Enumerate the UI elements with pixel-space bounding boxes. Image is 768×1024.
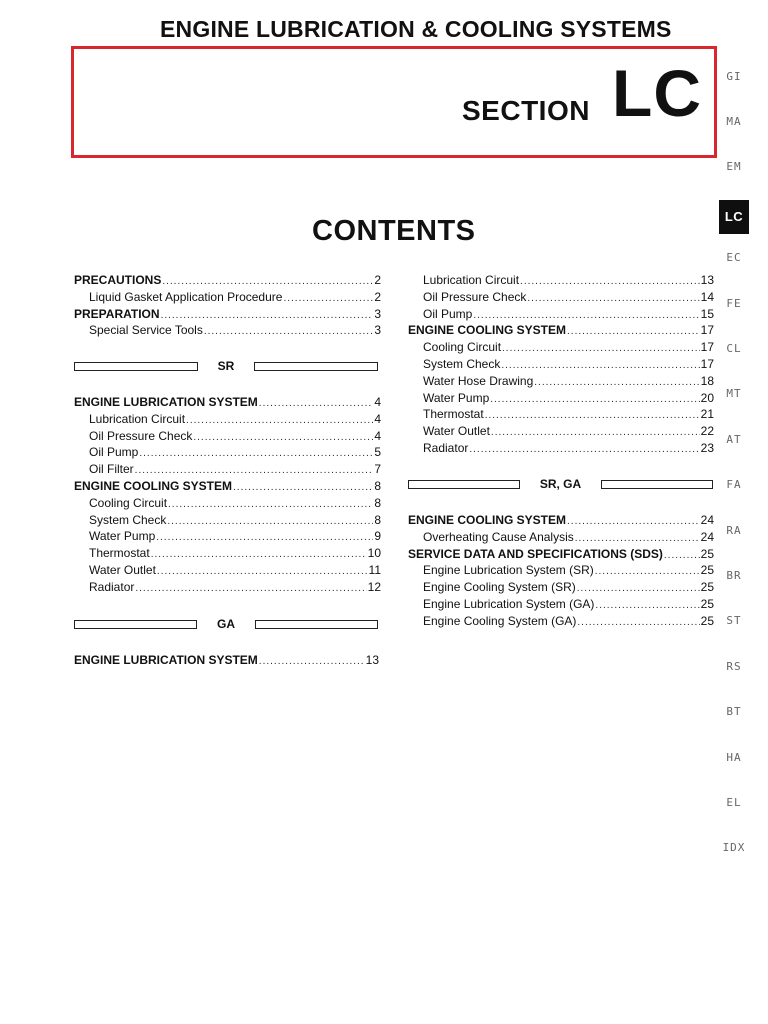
divider-sr [74, 359, 378, 373]
toc-entry[interactable] [408, 579, 714, 596]
toc-page-number: 8 [374, 478, 381, 493]
toc-page-number: 13 [700, 273, 714, 287]
divider-label: GA [217, 617, 235, 631]
dot-leader [567, 324, 700, 341]
dot-leader [135, 581, 366, 598]
dot-leader [259, 396, 374, 413]
dot-leader [534, 375, 699, 392]
dot-leader [139, 446, 373, 463]
section-tab-gi[interactable]: GI [726, 70, 742, 83]
toc-entry-title: Water Pump [89, 529, 156, 544]
section-tab-rs[interactable]: RS [726, 660, 742, 673]
section-code: LC [612, 56, 702, 130]
toc-page-number: 17 [700, 323, 714, 338]
toc-entry-title: Radiator [89, 579, 135, 594]
section-tab-el[interactable]: EL [726, 796, 742, 809]
toc-left-group-c [74, 652, 379, 669]
toc-section-entry[interactable] [408, 546, 714, 563]
section-tab-br[interactable]: BR [726, 569, 742, 582]
dot-leader [520, 274, 700, 291]
section-tab-fa[interactable]: FA [726, 478, 742, 491]
contents-heading: CONTENTS [312, 215, 476, 247]
dot-leader [469, 442, 699, 459]
toc-entry-title: ENGINE COOLING SYSTEM [408, 513, 567, 527]
toc-page-number: 17 [700, 340, 714, 355]
divider-sr-ga [408, 477, 713, 491]
toc-entry[interactable] [74, 562, 381, 579]
toc-entry-title: Water Pump [423, 390, 490, 405]
section-tab-ra[interactable]: RA [726, 524, 742, 537]
divider-ga [74, 617, 378, 631]
toc-page-number: 13 [365, 653, 379, 667]
toc-entry-title: Engine Cooling System (SR) [423, 580, 576, 595]
toc-entry-title: Oil Pump [89, 445, 139, 460]
toc-entry[interactable] [74, 444, 381, 461]
document-title: ENGINE LUBRICATION & COOLING SYSTEMS [160, 16, 672, 42]
toc-left-group-b [74, 394, 381, 596]
section-tab-fe[interactable]: FE [726, 297, 742, 310]
toc-right-group-a [408, 272, 714, 457]
section-tab-lc[interactable]: LC [719, 200, 749, 234]
dot-leader [157, 564, 368, 581]
toc-page-number: 18 [700, 373, 714, 388]
toc-entry[interactable] [408, 373, 714, 390]
toc-page-number: 24 [700, 513, 714, 527]
toc-page-number: 17 [700, 356, 714, 371]
toc-entry[interactable] [74, 545, 381, 562]
toc-page-number: 7 [374, 462, 381, 477]
toc-page-number: 22 [700, 424, 714, 439]
divider-bar-right [254, 362, 378, 371]
toc-entry-title: Cooling Circuit [423, 340, 502, 355]
toc-page-number: 4 [374, 411, 381, 426]
dot-leader [664, 548, 700, 565]
toc-page-number: 25 [700, 580, 714, 595]
toc-left-group-a [74, 272, 381, 339]
toc-entry[interactable] [408, 440, 714, 457]
toc-entry-title: ENGINE COOLING SYSTEM [74, 478, 233, 493]
toc-entry-title: Radiator [423, 440, 469, 455]
toc-page-number: 25 [700, 563, 714, 578]
toc-page-number: 14 [700, 289, 714, 304]
divider-bar-left [74, 620, 197, 629]
toc-entry-title: SERVICE DATA AND SPECIFICATIONS (SDS) [408, 546, 663, 561]
toc-entry[interactable] [74, 461, 381, 478]
toc-page-number: 25 [700, 546, 714, 561]
dot-leader [577, 581, 700, 598]
toc-entry[interactable] [408, 562, 714, 579]
divider-label: SR [217, 359, 235, 373]
toc-entry[interactable] [408, 596, 714, 613]
toc-entry-title: ENGINE LUBRICATION SYSTEM [74, 653, 258, 667]
section-tab-at[interactable]: AT [726, 433, 742, 446]
toc-section-entry[interactable] [408, 322, 714, 339]
toc-entry-title: Water Outlet [89, 562, 156, 577]
toc-section-entry[interactable] [74, 272, 381, 289]
toc-page-number: 2 [374, 273, 381, 287]
toc-page-number: 3 [374, 323, 381, 338]
toc-entry-title: Water Outlet [423, 424, 490, 439]
toc-page-number: 5 [374, 445, 381, 460]
toc-page-number: 11 [368, 562, 381, 577]
toc-entry[interactable] [408, 272, 714, 289]
section-tab-idx[interactable]: IDX [722, 841, 746, 854]
section-tab-cl[interactable]: CL [726, 342, 742, 355]
toc-entry[interactable] [74, 411, 381, 428]
dot-leader [491, 425, 700, 442]
toc-entry-title: Engine Lubrication System (GA) [423, 596, 595, 611]
toc-entry-title: Lubrication Circuit [423, 273, 520, 287]
dot-leader [527, 291, 699, 308]
toc-entry[interactable] [408, 306, 714, 323]
divider-bar-right [601, 480, 713, 489]
toc-entry[interactable] [408, 289, 714, 306]
toc-entry[interactable] [408, 356, 714, 373]
section-label: SECTION [462, 95, 590, 126]
toc-entry[interactable] [74, 289, 381, 306]
toc-entry[interactable] [408, 339, 714, 356]
toc-section-entry[interactable] [74, 652, 379, 669]
toc-entry-title: ENGINE COOLING SYSTEM [408, 323, 567, 338]
section-tab-em[interactable]: EM [726, 160, 742, 173]
section-tab-ha[interactable]: HA [726, 751, 742, 764]
dot-leader [595, 598, 699, 615]
section-tab-ec[interactable]: EC [726, 251, 742, 264]
toc-page-number: 8 [374, 495, 381, 510]
toc-entry-title: PRECAUTIONS [74, 273, 162, 287]
toc-entry-title: Engine Lubrication System (SR) [423, 563, 594, 578]
toc-entry-title: Oil Pressure Check [89, 428, 193, 443]
toc-page-number: 21 [700, 407, 714, 422]
toc-entry[interactable] [74, 322, 381, 339]
toc-entry-title: Lubrication Circuit [89, 411, 186, 426]
dot-leader [283, 291, 373, 308]
toc-entry-title: Thermostat [89, 546, 150, 561]
toc-entry-title: Liquid Gasket Application Procedure [89, 289, 283, 304]
toc-page-number: 15 [700, 306, 714, 321]
toc-entry-title: Oil Pressure Check [423, 289, 527, 304]
toc-entry[interactable] [74, 512, 381, 529]
toc-entry-title: System Check [89, 512, 167, 527]
toc-entry-title: Thermostat [423, 407, 484, 422]
toc-entry[interactable] [408, 613, 714, 630]
toc-page-number: 24 [700, 529, 714, 544]
dot-leader [156, 530, 373, 547]
dot-leader [259, 654, 365, 671]
toc-page-number: 4 [374, 395, 381, 409]
toc-page-number: 2 [374, 289, 381, 304]
toc-entry-title: Cooling Circuit [89, 495, 168, 510]
toc-page-number: 10 [367, 546, 381, 561]
divider-label: SR, GA [539, 477, 582, 491]
toc-page-number: 12 [367, 579, 381, 594]
section-tab-mt[interactable]: MT [726, 387, 742, 400]
toc-entry-title: PREPARATION [74, 306, 160, 321]
toc-entry-title: Oil Pump [423, 306, 473, 321]
toc-entry-title: Overheating Cause Analysis [423, 529, 574, 544]
toc-entry[interactable] [74, 495, 381, 512]
dot-leader [151, 547, 367, 564]
toc-entry-title: Oil Filter [89, 462, 134, 477]
toc-entry-title: Water Hose Drawing [423, 373, 534, 388]
toc-right-group-b [408, 512, 714, 630]
dot-leader [233, 480, 373, 497]
dot-leader [167, 514, 373, 531]
dot-leader [193, 430, 373, 447]
toc-entry[interactable] [74, 579, 381, 596]
toc-page-number: 3 [374, 306, 381, 321]
toc-page-number: 4 [374, 428, 381, 443]
toc-entry[interactable] [408, 529, 714, 546]
toc-page-number: 23 [700, 440, 714, 455]
dot-leader [567, 514, 700, 531]
toc-section-entry[interactable] [408, 512, 714, 529]
dot-leader [186, 413, 373, 430]
dot-leader [168, 497, 373, 514]
toc-page-number: 25 [700, 613, 714, 628]
dot-leader [577, 615, 699, 632]
toc-page-number: 25 [700, 596, 714, 611]
toc-entry[interactable] [74, 428, 381, 445]
toc-entry-title: ENGINE LUBRICATION SYSTEM [74, 395, 258, 409]
toc-page-number: 9 [374, 529, 381, 544]
divider-bar-right [255, 620, 378, 629]
dot-leader [502, 341, 700, 358]
toc-section-entry[interactable] [74, 306, 381, 323]
toc-entry-title: Engine Cooling System (GA) [423, 613, 577, 628]
toc-entry[interactable] [408, 423, 714, 440]
toc-page-number: 8 [374, 512, 381, 527]
dot-leader [490, 392, 699, 409]
toc-entry[interactable] [408, 390, 714, 407]
divider-bar-left [408, 480, 520, 489]
section-tab-bt[interactable]: BT [726, 705, 742, 718]
toc-entry-title: Special Service Tools [89, 323, 203, 338]
dot-leader [485, 408, 700, 425]
section-tab-st[interactable]: ST [726, 614, 742, 627]
toc-entry[interactable] [74, 528, 381, 545]
divider-bar-left [74, 362, 198, 371]
toc-page-number: 20 [700, 390, 714, 405]
toc-section-entry[interactable] [74, 478, 381, 495]
dot-leader [595, 564, 700, 581]
section-tab-ma[interactable]: MA [726, 115, 742, 128]
dot-leader [204, 324, 373, 341]
toc-section-entry[interactable] [74, 394, 381, 411]
toc-entry[interactable] [408, 406, 714, 423]
toc-entry-title: System Check [423, 356, 501, 371]
